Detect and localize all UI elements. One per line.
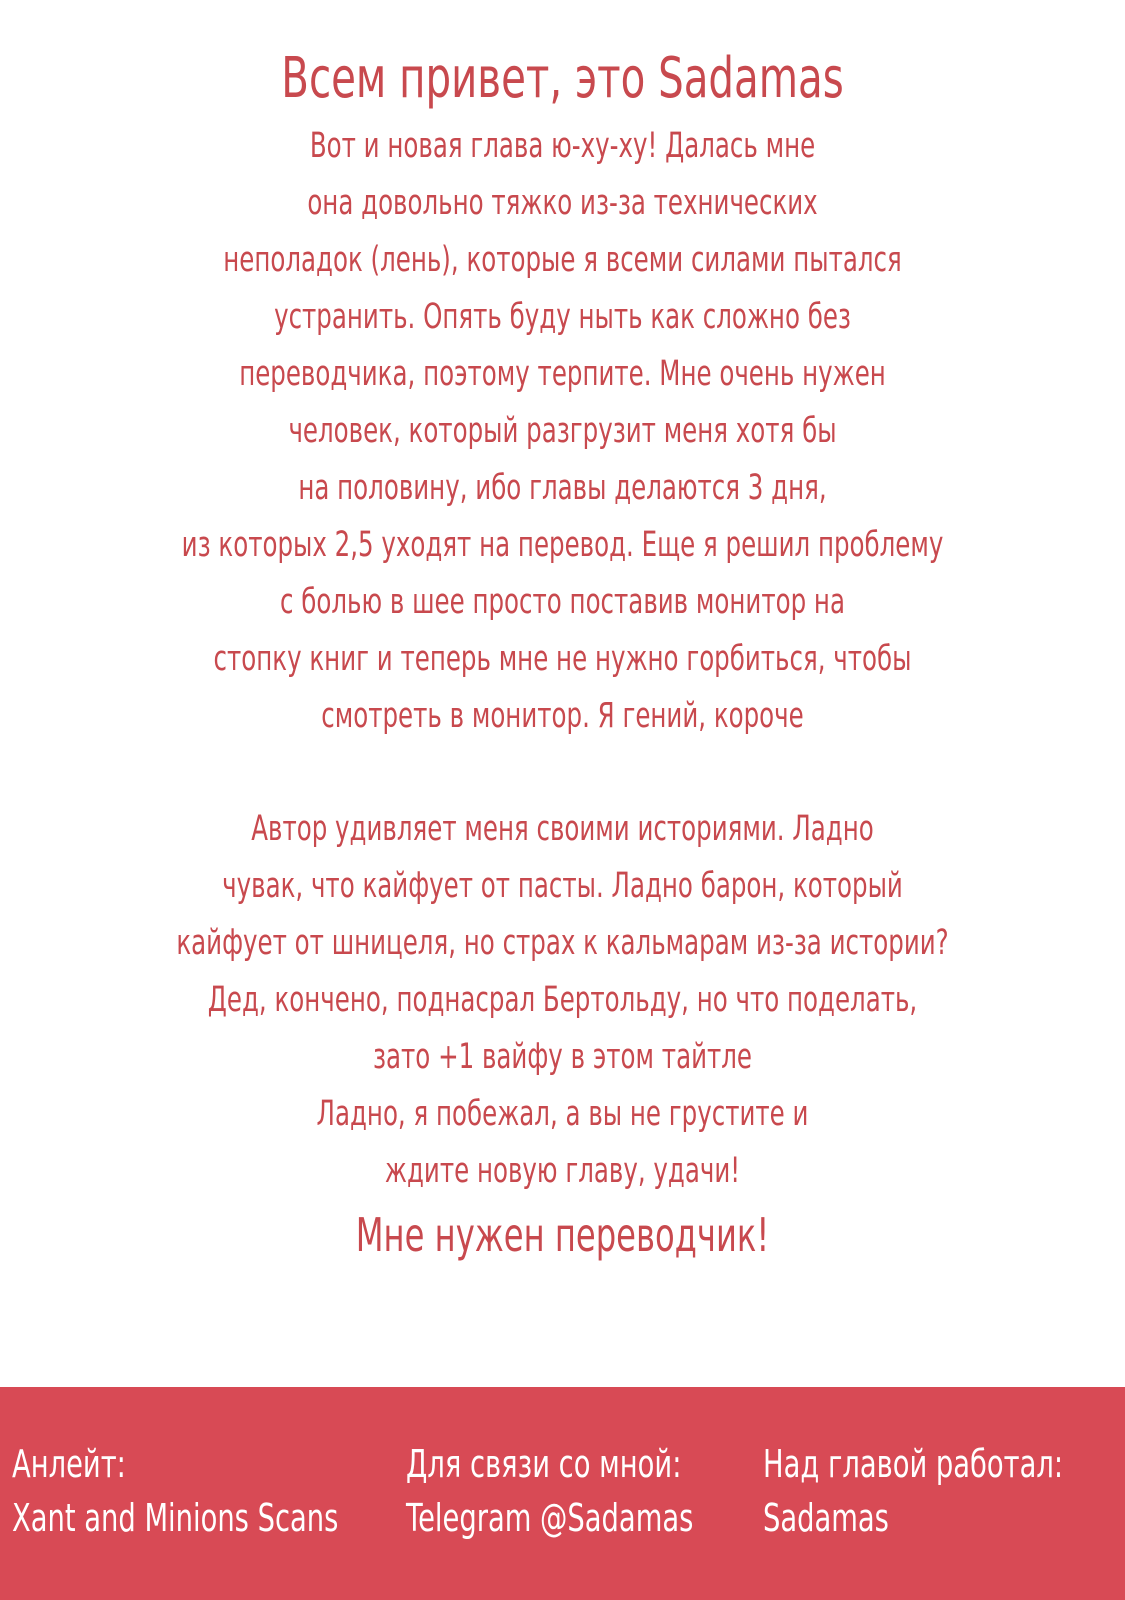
paragraph-spacer (0, 745, 1125, 801)
paragraph-2-line: кайфует от шницеля, но страх к кальмарам из-за истории? (176, 923, 949, 963)
credit-anlate (12, 1437, 338, 1545)
credit-worked-label: Над главой работал: (763, 1442, 1064, 1486)
translator-wanted-heading: Мне нужен переводчик! (355, 1208, 770, 1262)
paragraph-1-line: неполадок (лень), которые я всеми силами пытался (223, 240, 902, 280)
paragraph-1-line: стопку книг и теперь мне не нужно горбиться, чтобы (213, 639, 912, 679)
paragraph-1-line: она довольно тяжко из-за технических (307, 183, 818, 223)
paragraph-1-line: переводчика, поэтому терпите. Мне очень нужен (239, 354, 886, 394)
paragraph-1-line: смотреть в монитор. Я гений, короче (321, 696, 804, 736)
credit-anlate-value: Xant and Minions Scans (12, 1496, 339, 1540)
paragraph-2-line: чувак, что кайфует от пасты. Ладно барон, который (222, 866, 903, 906)
credit-anlate-label: Анлейт: (12, 1442, 126, 1486)
paragraph-2-line: Ладно, я побежал, а вы не грустите и (316, 1094, 809, 1134)
paragraph-2-line: Автор удивляет меня своими историями. Ладно (251, 809, 874, 849)
paragraph-2 (0, 801, 1125, 1200)
credit-worked (763, 1437, 1063, 1545)
credit-contact-value: Telegram @Sadamas (406, 1496, 694, 1540)
paragraph-1-line: Вот и новая глава ю-ху-ху! Далась мне (309, 126, 816, 166)
paragraph-2-line: зато +1 вайфу в этом тайтле (372, 1037, 753, 1077)
paragraph-1-line: человек, который разгрузит меня хотя бы (288, 411, 837, 451)
credit-contact (406, 1437, 693, 1545)
credits-footer (0, 1387, 1125, 1600)
paragraph-1-line: устранить. Опять буду ныть как сложно без (274, 297, 851, 337)
credit-contact-label: Для связи со мной: (406, 1442, 682, 1486)
page-title: Всем привет, это Sadamas (281, 46, 844, 111)
paragraph-1 (0, 118, 1125, 745)
paragraph-1-line: из которых 2,5 уходят на перевод. Еще я решил проблему (181, 525, 944, 565)
credit-worked-value: Sadamas (763, 1496, 889, 1540)
message-block (0, 40, 1125, 1270)
paragraph-2-line: Дед, кончено, поднасрал Бертольду, но что поделать, (207, 980, 918, 1020)
paragraph-1-line: с болью в шее просто поставив монитор на (280, 582, 845, 622)
paragraph-1-line: на половину, ибо главы делаются 3 дня, (298, 468, 827, 508)
paragraph-2-line: ждите новую главу, удачи! (384, 1151, 741, 1191)
